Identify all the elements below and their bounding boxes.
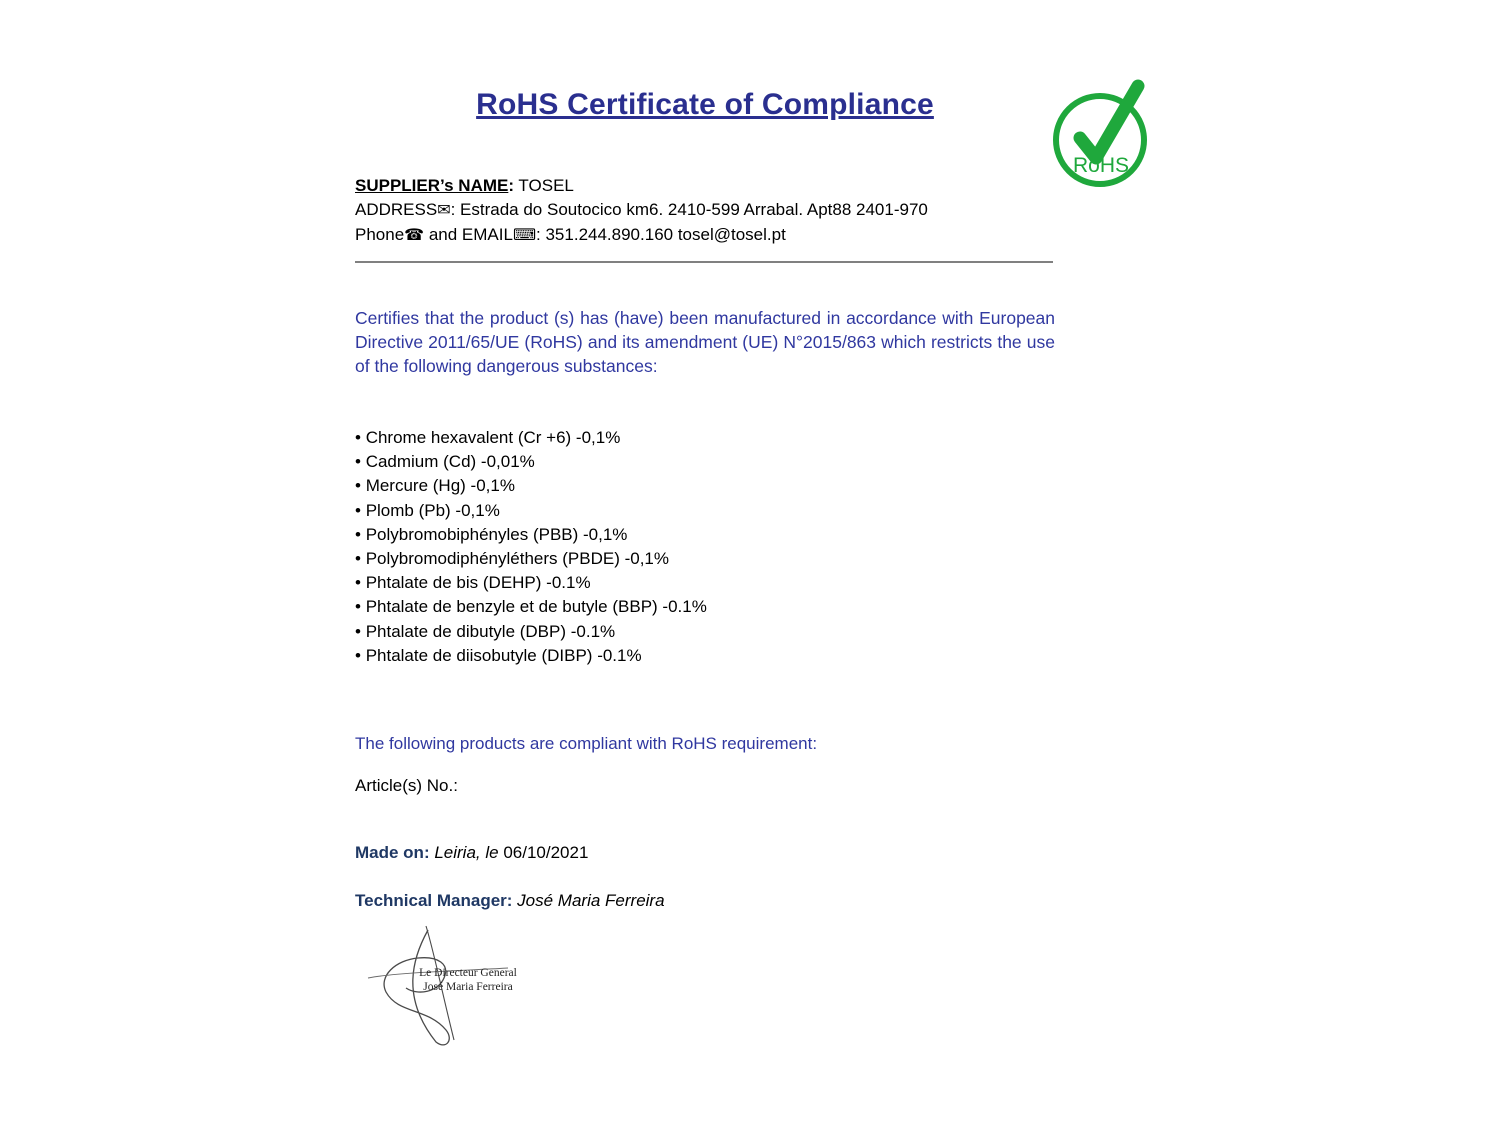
- divider-line: [355, 261, 1053, 263]
- made-on-line: [355, 843, 1055, 863]
- made-on-label: Made on:: [355, 843, 430, 862]
- substance-item: • Chrome hexavalent (Cr +6) -0,1%: [355, 426, 1055, 450]
- envelope-icon: ✉: [437, 202, 451, 219]
- signature-caption: [388, 966, 548, 994]
- made-on-date: 06/10/2021: [503, 843, 589, 862]
- computer-icon: ⌨: [512, 227, 537, 244]
- article-number-label: Article(s) No.:: [355, 776, 458, 795]
- phone-icon: ☎: [404, 227, 425, 244]
- substance-item: • Mercure (Hg) -0,1%: [355, 474, 1055, 498]
- supplier-name-colon: :: [508, 176, 515, 195]
- supplier-info: [355, 174, 1075, 248]
- compliance-statement: The following products are compliant with RoHS requirement:: [355, 734, 818, 753]
- substance-item: • Cadmium (Cd) -0,01%: [355, 450, 1055, 474]
- supplier-name-label: SUPPLIER’s NAME: [355, 176, 509, 195]
- address-label: ADDRESS: [355, 200, 438, 219]
- signature-title: Le Directeur General: [419, 967, 517, 979]
- supplier-name-value: TOSEL: [514, 176, 574, 195]
- certification-paragraph: Certifies that the product (s) has (have) been manufactured in accordance with European Directive 2011/65/UE (RoHS) and its amendment (UE) N°2015/863 which restricts the use of the following dangerous substances:: [355, 308, 1055, 376]
- substance-item: • Polybromobiphényles (PBB) -0,1%: [355, 523, 1055, 547]
- contact-value: : 351.244.890.160 tosel@tosel.pt: [536, 225, 786, 244]
- substance-item: • Phtalate de dibutyle (DBP) -0.1%: [355, 620, 1055, 644]
- signature-name: José Maria Ferreira: [423, 981, 513, 993]
- logo-label: RoHS: [1073, 154, 1130, 177]
- phone-label: Phone: [355, 225, 405, 244]
- signature-block: [358, 922, 578, 1062]
- substances-list: [355, 426, 1055, 668]
- substance-item: • Phtalate de diisobutyle (DIBP) -0.1%: [355, 644, 1055, 668]
- supplier-name-line: [355, 174, 1075, 198]
- email-label: and EMAIL: [424, 225, 513, 244]
- substance-item: • Plomb (Pb) -0,1%: [355, 499, 1055, 523]
- manager-name: José Maria Ferreira: [512, 891, 665, 910]
- made-on-place: Leiria, le: [429, 843, 504, 862]
- manager-label: Technical Manager:: [355, 891, 513, 910]
- address-value: : Estrada do Soutocico km6. 2410-599 Arrabal. Apt88 2401-970: [450, 200, 928, 219]
- supplier-address-line: [355, 198, 1075, 223]
- substance-item: • Phtalate de bis (DEHP) -0.1%: [355, 571, 1055, 595]
- substance-item: • Phtalate de benzyle et de butyle (BBP) -0.1%: [355, 595, 1055, 619]
- technical-manager-line: [355, 891, 1055, 911]
- substance-item: • Polybromodiphényléthers (PBDE) -0,1%: [355, 547, 1055, 571]
- supplier-contact-line: [355, 223, 1075, 248]
- page-title: RoHS Certificate of Compliance: [476, 88, 934, 121]
